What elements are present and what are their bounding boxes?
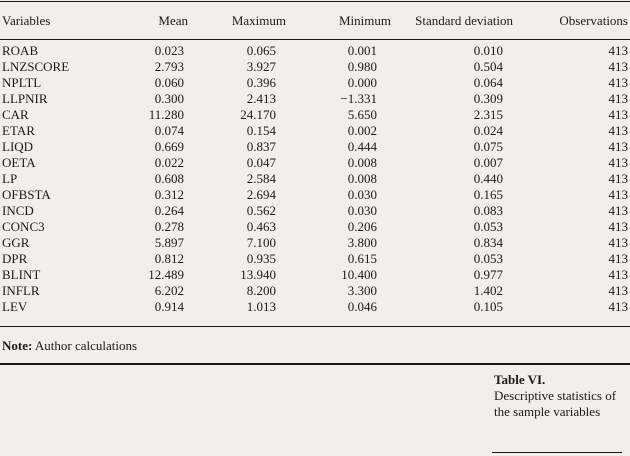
table-body [0, 39, 630, 315]
cell-variable: LLPNIR [2, 91, 48, 106]
cell-standard-deviation: 0.834 [473, 235, 503, 250]
cell-observations: 413 [608, 299, 628, 314]
cell-standard-deviation: 0.440 [473, 171, 503, 186]
cell-maximum: 3.927 [246, 59, 276, 74]
cell-maximum: 0.837 [246, 139, 276, 154]
cell-mean: 0.312 [154, 187, 184, 202]
cell-observations: 413 [608, 155, 628, 170]
caption-title: Table VI. [494, 372, 546, 387]
cell-standard-deviation: 0.053 [473, 251, 503, 266]
cell-observations: 413 [608, 251, 628, 266]
cell-mean: 0.264 [154, 203, 184, 218]
cell-observations: 413 [608, 43, 628, 58]
cell-minimum: 0.444 [347, 139, 377, 154]
cell-variable: CONC3 [2, 219, 45, 234]
cell-variable: OETA [2, 155, 36, 170]
cell-minimum: 0.615 [347, 251, 377, 266]
cell-variable: LIQD [2, 139, 34, 154]
caption-description: Descriptive statistics of the sample variables [494, 388, 617, 419]
cell-observations: 413 [608, 59, 628, 74]
cell-mean: 0.022 [154, 155, 184, 170]
cell-variable: GGR [2, 235, 30, 250]
cell-variable: INFLR [2, 283, 40, 298]
table-bottom-rule [0, 326, 630, 327]
cell-maximum: 0.396 [246, 75, 276, 90]
table-row [0, 219, 630, 235]
cell-variable: LP [2, 171, 18, 186]
cell-maximum: 0.047 [246, 155, 276, 170]
table-row [0, 75, 630, 91]
cell-maximum: 0.154 [246, 123, 276, 138]
table-row [0, 59, 630, 75]
cell-observations: 413 [608, 91, 628, 106]
cell-variable: BLINT [2, 267, 41, 282]
table-header-row [0, 2, 630, 39]
header-rule [0, 39, 630, 40]
cell-minimum: 0.046 [347, 299, 377, 314]
cell-mean: 0.300 [154, 91, 184, 106]
cell-observations: 413 [608, 219, 628, 234]
cell-standard-deviation: 1.402 [473, 283, 503, 298]
cell-mean: 0.278 [154, 219, 184, 234]
cell-maximum: 8.200 [246, 283, 276, 298]
table-row [0, 39, 630, 59]
cell-minimum: 3.300 [347, 283, 377, 298]
header-standard-deviation: Standard deviation [415, 12, 513, 28]
cell-mean: 0.914 [154, 299, 184, 314]
cell-variable: LEV [2, 299, 28, 314]
table-row [0, 283, 630, 299]
cell-mean: 5.897 [154, 235, 184, 250]
cell-variable: DPR [2, 251, 28, 266]
cell-minimum: 0.001 [347, 43, 377, 58]
table-row [0, 123, 630, 139]
cell-minimum: 0.008 [347, 171, 377, 186]
table-row [0, 267, 630, 283]
table-caption [494, 372, 624, 420]
cell-observations: 413 [608, 107, 628, 122]
caption-rule [492, 452, 622, 453]
cell-mean: 2.793 [154, 59, 184, 74]
cell-mean: 0.669 [154, 139, 184, 154]
cell-maximum: 24.170 [240, 107, 276, 122]
cell-maximum: 7.100 [246, 235, 276, 250]
table-row [0, 235, 630, 251]
table-row [0, 91, 630, 107]
cell-variable: CAR [2, 107, 29, 122]
cell-minimum: 3.800 [347, 235, 377, 250]
cell-maximum: 0.463 [246, 219, 276, 234]
cell-standard-deviation: 0.053 [473, 219, 503, 234]
cell-standard-deviation: 0.075 [473, 139, 503, 154]
cell-variable: LNZSCORE [2, 59, 70, 74]
table-note [2, 338, 137, 354]
cell-variable: OFBSTA [2, 187, 51, 202]
note-text: Author calculations [32, 338, 138, 353]
cell-observations: 413 [608, 139, 628, 154]
cell-minimum: 0.030 [347, 187, 377, 202]
cell-standard-deviation: 2.315 [473, 107, 503, 122]
cell-mean: 0.023 [154, 43, 184, 58]
cell-observations: 413 [608, 75, 628, 90]
cell-variable: ETAR [2, 123, 35, 138]
cell-standard-deviation: 0.105 [473, 299, 503, 314]
header-variables: Variables [2, 12, 51, 28]
cell-standard-deviation: 0.504 [473, 59, 503, 74]
table-row [0, 107, 630, 123]
table-row [0, 187, 630, 203]
cell-minimum: 5.650 [347, 107, 377, 122]
cell-mean: 0.060 [154, 75, 184, 90]
cell-standard-deviation: 0.165 [473, 187, 503, 202]
cell-observations: 413 [608, 171, 628, 186]
cell-mean: 0.812 [154, 251, 184, 266]
header-maximum: Maximum [231, 12, 286, 28]
descriptive-statistics-table [0, 2, 630, 315]
cell-mean: 6.202 [154, 283, 184, 298]
cell-maximum: 13.940 [240, 267, 276, 282]
cell-mean: 0.074 [154, 123, 184, 138]
cell-standard-deviation: 0.010 [473, 43, 503, 58]
cell-minimum: −1.331 [340, 91, 377, 106]
table-row [0, 203, 630, 219]
cell-standard-deviation: 0.064 [473, 75, 503, 90]
cell-standard-deviation: 0.977 [473, 267, 503, 282]
note-label: Note: [2, 338, 33, 353]
header-mean: Mean [158, 12, 188, 28]
cell-minimum: 0.980 [347, 59, 377, 74]
table-row [0, 251, 630, 267]
cell-standard-deviation: 0.309 [473, 91, 503, 106]
cell-minimum: 0.002 [347, 123, 377, 138]
cell-standard-deviation: 0.024 [473, 123, 503, 138]
cell-mean: 0.608 [154, 171, 184, 186]
cell-standard-deviation: 0.007 [473, 155, 503, 170]
header-minimum: Minimum [338, 12, 391, 28]
cell-maximum: 2.413 [246, 91, 276, 106]
cell-observations: 413 [608, 235, 628, 250]
cell-variable: NPLTL [2, 75, 42, 90]
cell-minimum: 0.008 [347, 155, 377, 170]
table-row [0, 299, 630, 315]
cell-observations: 413 [608, 187, 628, 202]
cell-observations: 413 [608, 267, 628, 282]
cell-mean: 12.489 [148, 267, 184, 282]
table-row [0, 171, 630, 187]
cell-maximum: 1.013 [246, 299, 276, 314]
cell-minimum: 0.000 [347, 75, 377, 90]
cell-mean: 11.280 [148, 107, 184, 122]
header-observations: Observations [559, 12, 628, 28]
cell-maximum: 0.562 [246, 203, 276, 218]
cell-maximum: 0.935 [246, 251, 276, 266]
cell-variable: INCD [2, 203, 34, 218]
cell-maximum: 2.584 [246, 171, 276, 186]
cell-observations: 413 [608, 203, 628, 218]
table-row [0, 155, 630, 171]
cell-minimum: 0.030 [347, 203, 377, 218]
cell-maximum: 2.694 [246, 187, 276, 202]
cell-minimum: 0.206 [347, 219, 377, 234]
cell-maximum: 0.065 [246, 43, 276, 58]
cell-minimum: 10.400 [341, 267, 377, 282]
cell-observations: 413 [608, 283, 628, 298]
cell-variable: ROAB [2, 43, 39, 58]
section-rule [0, 363, 630, 365]
cell-standard-deviation: 0.083 [473, 203, 503, 218]
cell-observations: 413 [608, 123, 628, 138]
table-row [0, 139, 630, 155]
